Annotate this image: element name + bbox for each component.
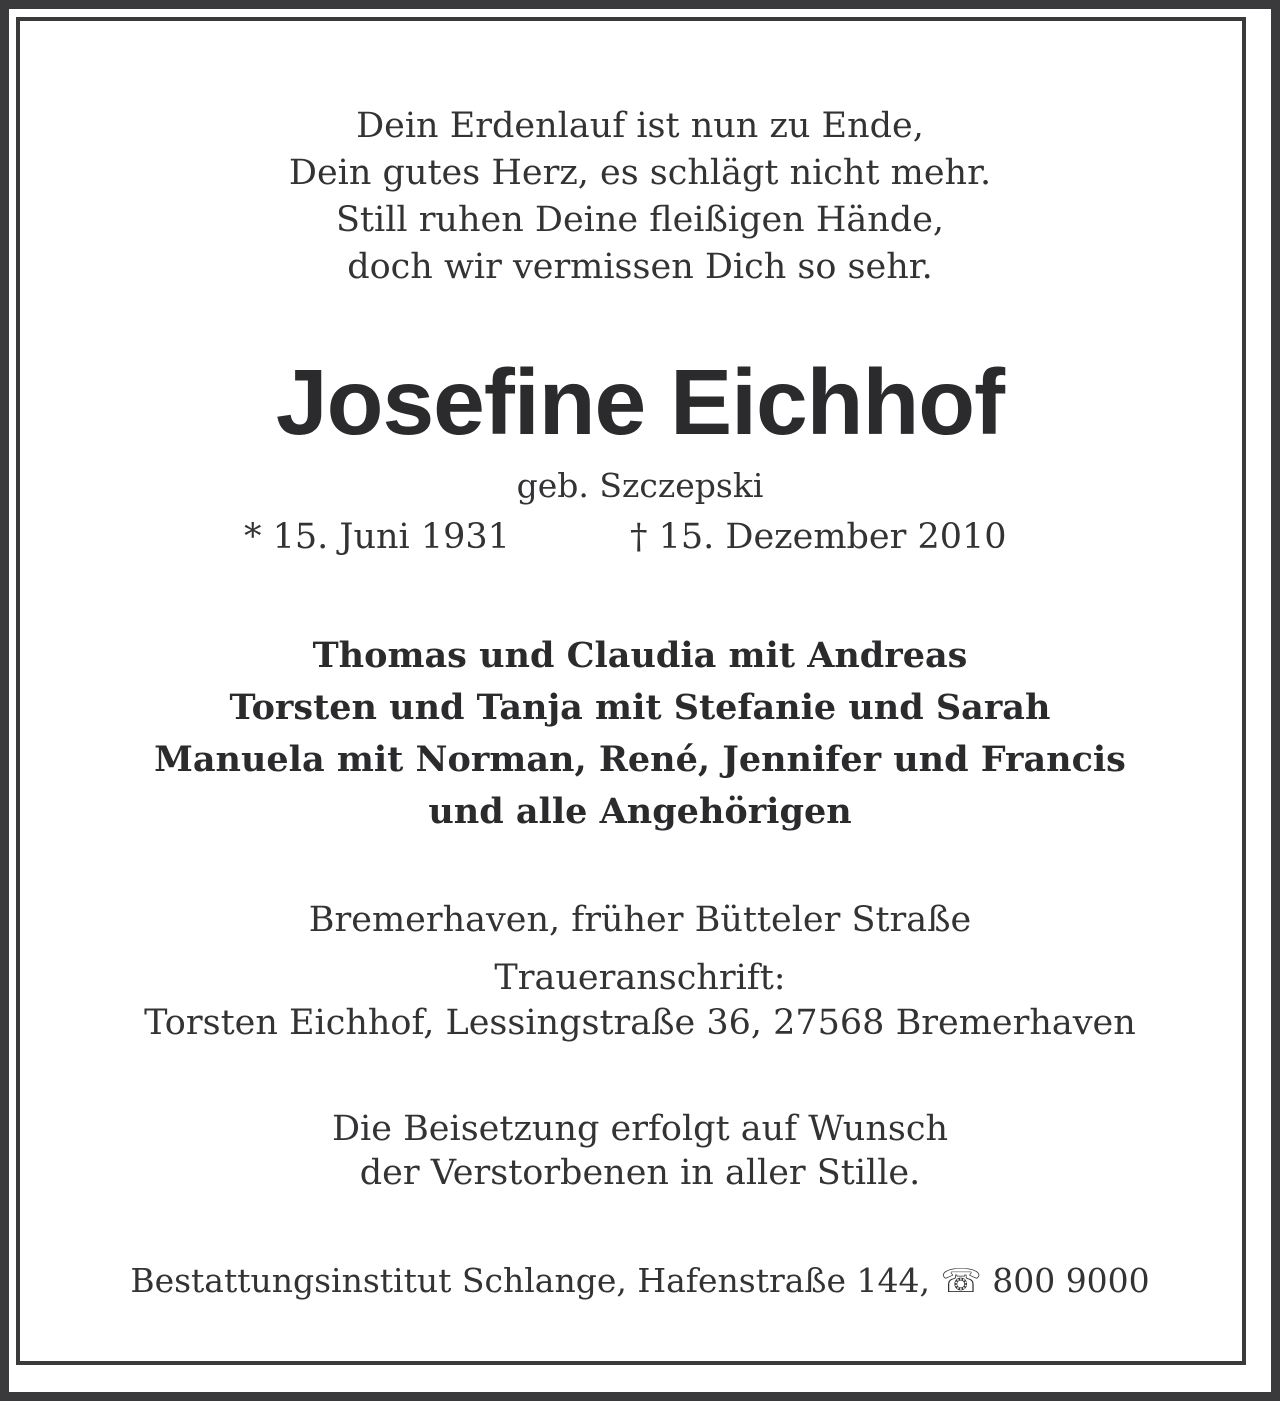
mourner-line: Manuela mit Norman, René, Jennifer und Francis	[154, 739, 1126, 780]
mourning-address-text: Torsten Eichhof, Lessingstraße 36, 27568 Bremerhaven	[144, 1003, 1136, 1043]
death-date: † 15. Dezember 2010	[630, 517, 1007, 557]
mourner-line: und alle Angehörigen	[428, 791, 852, 832]
mourner-line: Torsten und Tanja mit Stefanie und Sarah	[229, 687, 1051, 728]
poem-line: Still ruhen Deine fleißigen Hände,	[335, 200, 945, 240]
place-line: Bremerhaven, früher Bütteler Straße	[308, 900, 972, 940]
burial-line: der Verstorbenen in aller Stille.	[359, 1153, 921, 1193]
mourner-line: Thomas und Claudia mit Andreas	[312, 635, 968, 676]
mourning-address	[0, 956, 1280, 1046]
poem	[0, 103, 1280, 291]
poem-line: Dein Erdenlauf ist nun zu Ende,	[356, 106, 924, 146]
burial-notice	[0, 1107, 1280, 1195]
mourning-address-label: Traueranschrift:	[494, 958, 786, 998]
burial-line: Die Beisetzung erfolgt auf Wunsch	[331, 1109, 948, 1149]
deceased-name: Josefine Eichhof	[275, 350, 1005, 454]
mourners	[0, 630, 1280, 838]
poem-line: doch wir vermissen Dich so sehr.	[347, 247, 933, 287]
poem-line: Dein gutes Herz, es schlägt nicht mehr.	[288, 153, 992, 193]
undertaker-line: Bestattungsinstitut Schlange, Hafenstraße 144, ☏ 800 9000	[130, 1261, 1150, 1300]
maiden-name: geb. Szczepski	[516, 466, 764, 505]
birth-date: * 15. Juni 1931	[244, 517, 510, 557]
